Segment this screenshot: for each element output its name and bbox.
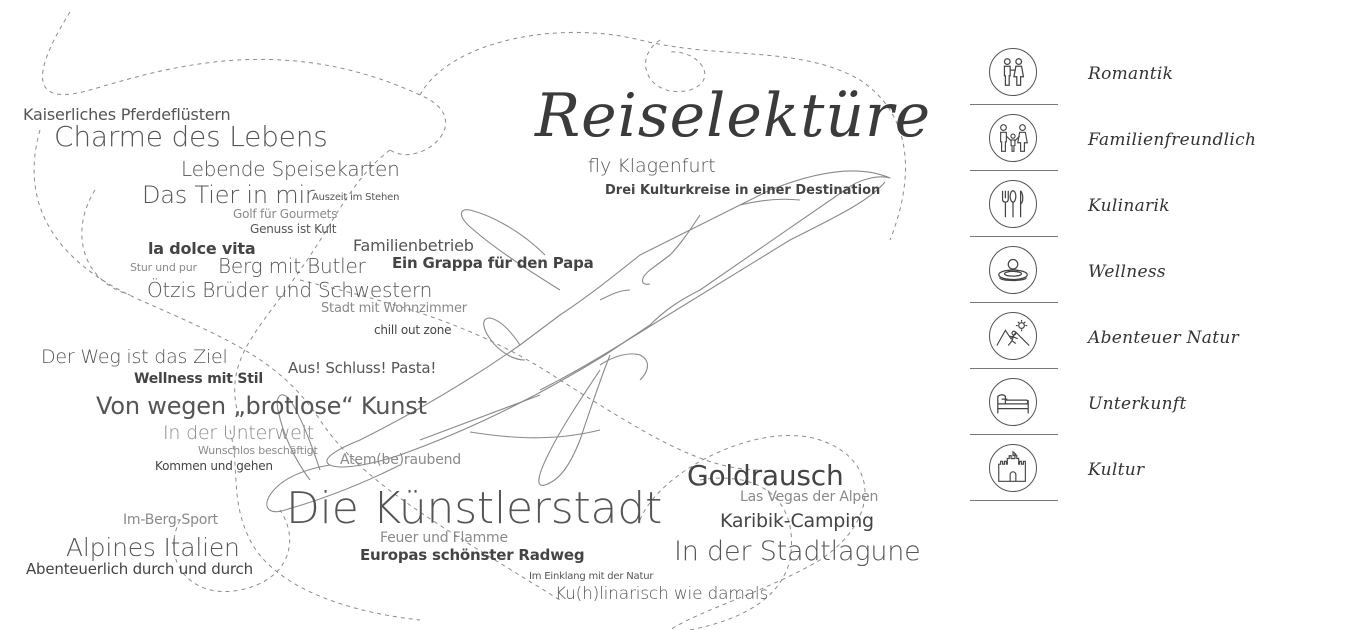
word-link[interactable]: Aus! Schluss! Pasta! (288, 359, 437, 377)
word-link[interactable]: Charme des Lebens (54, 120, 328, 153)
spa-bath-icon (989, 246, 1037, 294)
word-link[interactable]: Stadt mit Wohnzimmer (321, 301, 467, 316)
menu-item-familienfreundlich[interactable] (970, 104, 1270, 170)
word-link[interactable]: Kommen und gehen (155, 459, 273, 473)
word-link[interactable]: Goldrausch (687, 459, 844, 492)
menu-item-unterkunft[interactable] (970, 368, 1270, 434)
word-link[interactable]: Berg mit Butler (218, 254, 366, 278)
family-icon (989, 114, 1037, 162)
page-tagline: Drei Kulturkreise in einer Destination (605, 183, 881, 198)
menu-item-abenteuer-natur[interactable] (970, 302, 1270, 368)
mountain-adventure-icon (989, 312, 1037, 360)
couple-icon (989, 48, 1037, 96)
word-link[interactable]: Lebende Speisekarten (181, 157, 400, 181)
word-link[interactable]: Europas schönster Radweg (360, 546, 585, 564)
word-link[interactable]: Wellness mit Stil (134, 371, 263, 387)
word-link[interactable]: Genuss ist Kult (250, 222, 337, 236)
word-link[interactable]: Kaiserliches Pferdeflüstern (23, 105, 231, 124)
word-link[interactable]: Der Weg ist das Ziel (41, 346, 228, 368)
word-link[interactable]: Ötzis Brüder und Schwestern (147, 278, 433, 302)
word-link[interactable]: Das Tier in mir (142, 181, 315, 209)
menu-item-label: Abenteuer Natur (1088, 328, 1240, 348)
word-link[interactable]: Las Vegas der Alpen (740, 489, 879, 505)
page-title: Reiselektüre (535, 81, 932, 151)
word-link[interactable]: Im-Berg-Sport (123, 512, 218, 528)
word-link[interactable]: Im Einklang mit der Natur (529, 571, 654, 582)
menu-item-label: Romantik (1088, 64, 1174, 84)
bed-icon (989, 378, 1037, 426)
word-link[interactable]: In der Unterwelt (163, 422, 314, 444)
word-link[interactable]: Von wegen „brotlose“ Kunst (96, 392, 427, 420)
menu-item-romantik[interactable] (970, 38, 1270, 104)
menu-item-label: Unterkunft (1088, 394, 1187, 414)
menu-item-kultur[interactable] (970, 434, 1270, 500)
category-menu (970, 38, 1270, 500)
word-link[interactable]: Stur und pur (130, 261, 197, 274)
word-link[interactable]: Golf für Gourmets (233, 207, 338, 221)
menu-item-label: Kulinarik (1088, 196, 1170, 216)
word-link[interactable]: Feuer und Flamme (380, 530, 508, 546)
castle-icon (989, 444, 1037, 492)
menu-item-wellness[interactable] (970, 236, 1270, 302)
menu-item-kulinarik[interactable] (970, 170, 1270, 236)
word-link[interactable]: Wunschlos beschäftigt (198, 444, 318, 457)
menu-item-label: Familienfreundlich (1088, 130, 1257, 150)
word-link[interactable]: Alpines Italien (66, 533, 240, 562)
word-link[interactable]: Ku(h)linarisch wie damals (555, 584, 769, 604)
divider (970, 500, 1058, 501)
word-link[interactable]: Die Künstlerstadt (286, 483, 663, 534)
word-link[interactable]: Familienbetrieb (353, 236, 474, 255)
menu-item-label: Kultur (1088, 460, 1145, 480)
word-link[interactable]: In der Stadtlagune (674, 536, 921, 567)
word-link[interactable]: chill out zone (374, 323, 452, 337)
word-link[interactable]: Auszeit im Stehen (312, 192, 400, 203)
word-link[interactable]: la dolce vita (148, 239, 256, 258)
word-link[interactable]: Ein Grappa für den Papa (392, 254, 594, 272)
menu-item-label: Wellness (1088, 262, 1166, 282)
word-link[interactable]: Karibik-Camping (720, 510, 874, 532)
word-link[interactable]: Atem(be)raubend (340, 452, 461, 468)
page-subtitle: fly Klagenfurt (588, 155, 716, 177)
cutlery-icon (989, 180, 1037, 228)
word-link[interactable]: Abenteuerlich durch und durch (26, 560, 253, 578)
